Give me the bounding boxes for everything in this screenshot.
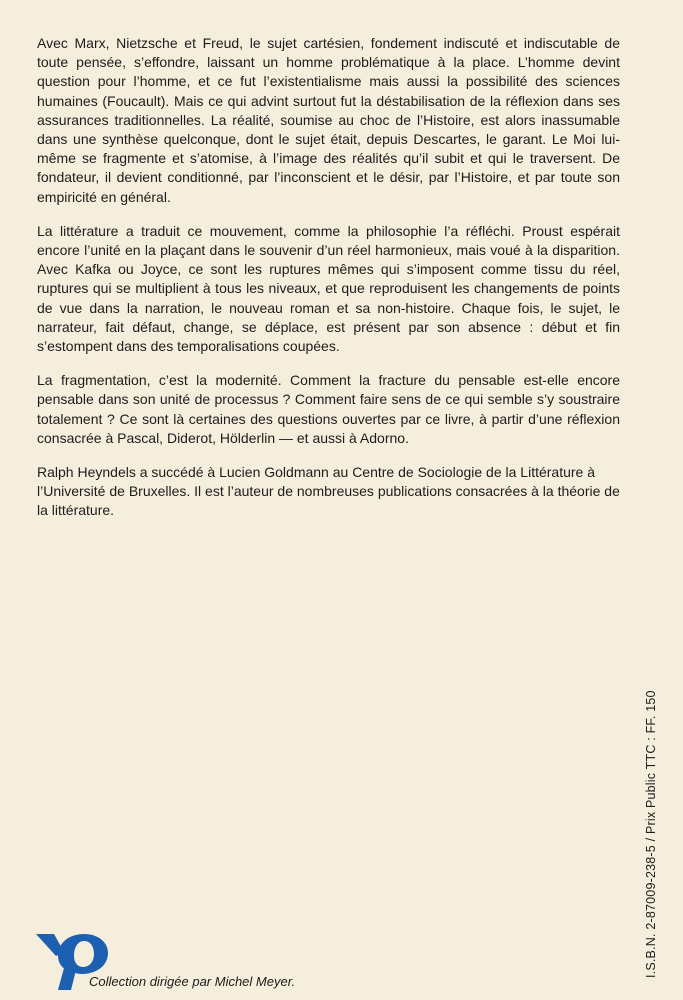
paragraph-author-bio: Ralph Heyndels a succédé à Lucien Goldmann au Centre de Sociologie de la Littérature à l’Université de Bruxelles. Il est l’auteur de nombreuses publications consacrées à la théorie de la littérature. [37,464,620,519]
paragraph-1: Avec Marx, Nietzsche et Freud, le sujet cartésien, fondement indiscuté et indiscutable de toute pensée, s’effondre, laissant un homme problématique à la place. L’homme devint question pour l’homme, et ce fut l’existentialisme mais aussi la possibilité des sciences humaines (Foucault). Mais ce qui advint surtout fut la déstabilisation de la réflexion dans ses assurances traditionnelles. La réalité, soumise au choc de l’Histoire, est alors inassumable dans une synthèse quelconque, dont le sujet était, depuis Descartes, le garant. Le Moi lui-même se fragmente et s’atomise, à l’image des réalités qu’il subit et qui le traversent. De fondateur, il devient conditionné, par l’inconscient et le désir, par l’Histoire, et par toute son empiricité en général. [37,35,620,205]
isbn-price-label: I.S.B.N. 2-87009-238-5 / Prix Public TTC : FF. 150 [644,690,658,978]
paragraph-3: La fragmentation, c’est la modernité. Comment la fracture du pensable est-elle encore pensable dans son unité de processus ? Comment faire sens de ce qui semble s’y soustraire totalement ? Ce sont là certaines des questions ouvertes par ce livre, à partir d’une réflexion consacrée à Pascal, Diderot, Hölderlin — et aussi à Adorno. [37,372,620,446]
back-cover-text [37,34,620,536]
paragraph-2: La littérature a traduit ce mouvement, comme la philosophie l’a réfléchi. Proust espérait encore l’unité en la plaçant dans le souvenir d’un réel harmonieux, mais voué à la disparition. Avec Kafka ou Joyce, ce sont les ruptures mêmes qui s’imposent comme tissu du réel, ruptures qui se multiplient à tous les niveaux, et que reproduisent les changements de points de vue dans la narration, le nouveau roman et sa non-histoire. Chaque fois, le sujet, le narrateur, fait défaut, change, se déplace, est présent par son absence : début et fin s’estompent dans des temporalisations coupées. [37,222,620,355]
collection-credit: Collection dirigée par Michel Meyer. [89,974,296,989]
